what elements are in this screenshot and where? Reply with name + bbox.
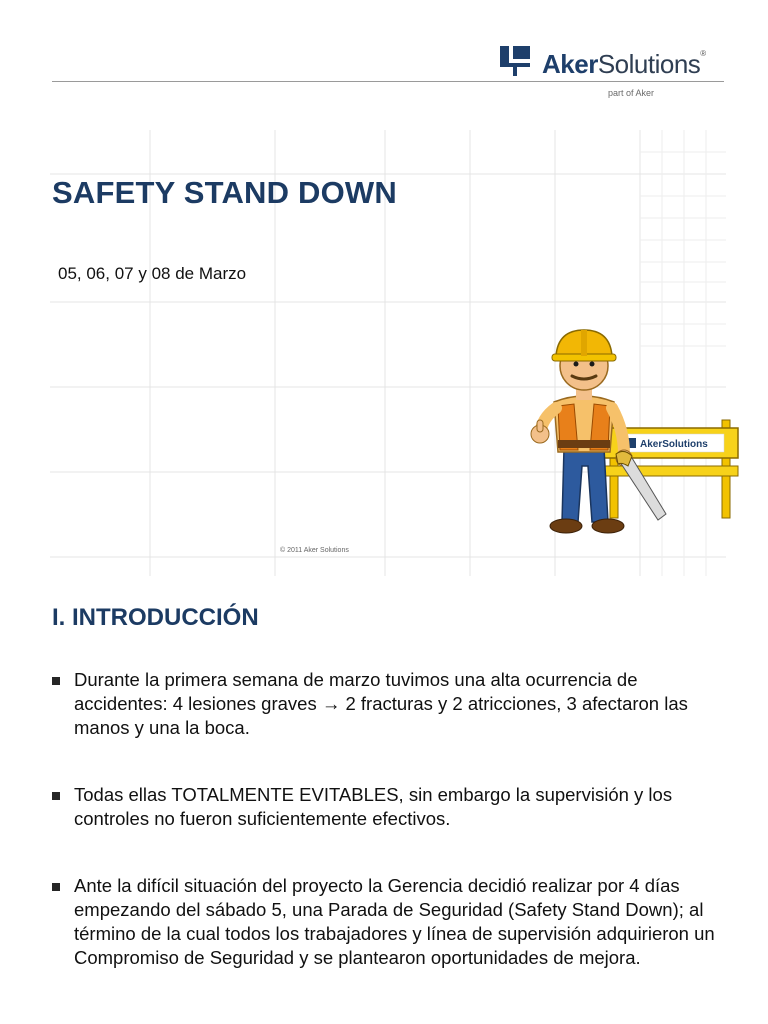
svg-text:AkerSolutions: AkerSolutions [640, 439, 708, 450]
bullet-text: Todas ellas TOTALMENTE EVITABLES, sin embargo la supervisión y los controles no fueron suficientemente efectivos. [74, 784, 673, 829]
bullet-text: Ante la difícil situación del proyecto la Gerencia decidió realizar por 4 días empezando del sábado 5, una Parada de Seguridad (Safety Stand Down); al término de la cual todos los trabajadores y línea de supervisión adquirieron un Compromiso de Seguridad y se plantearon oportunidades de mejora. [74, 875, 715, 968]
logo-trademark: ® [700, 49, 706, 58]
aker-solutions-logo [500, 46, 730, 96]
construction-worker-illustration [528, 326, 748, 541]
square-bullet-icon [52, 883, 60, 891]
square-bullet-icon [52, 792, 60, 800]
logo-wordmark [542, 49, 706, 80]
header-divider [52, 81, 724, 82]
square-bullet-icon [52, 677, 60, 685]
slide-title: SAFETY STAND DOWN [52, 175, 397, 210]
aker-logo-mark-icon [500, 46, 530, 76]
bullet-text: Durante la primera semana de marzo tuvimos una alta ocurrencia de accidentes: 4 lesiones graves → 2 fracturas y 2 atricciones, 3 afectaron las manos y una la boca. [74, 669, 688, 738]
slide-dates: 05, 06, 07 y 08 de Marzo [58, 264, 247, 283]
copyright-notice: © 2011 Aker Solutions [280, 547, 349, 554]
logo-subtitle: part of Aker [608, 88, 655, 98]
logo-word-aker: Aker [542, 49, 598, 79]
logo-word-solutions: Solutions [597, 49, 701, 79]
section-heading: I. INTRODUCCIÓN [52, 604, 259, 631]
